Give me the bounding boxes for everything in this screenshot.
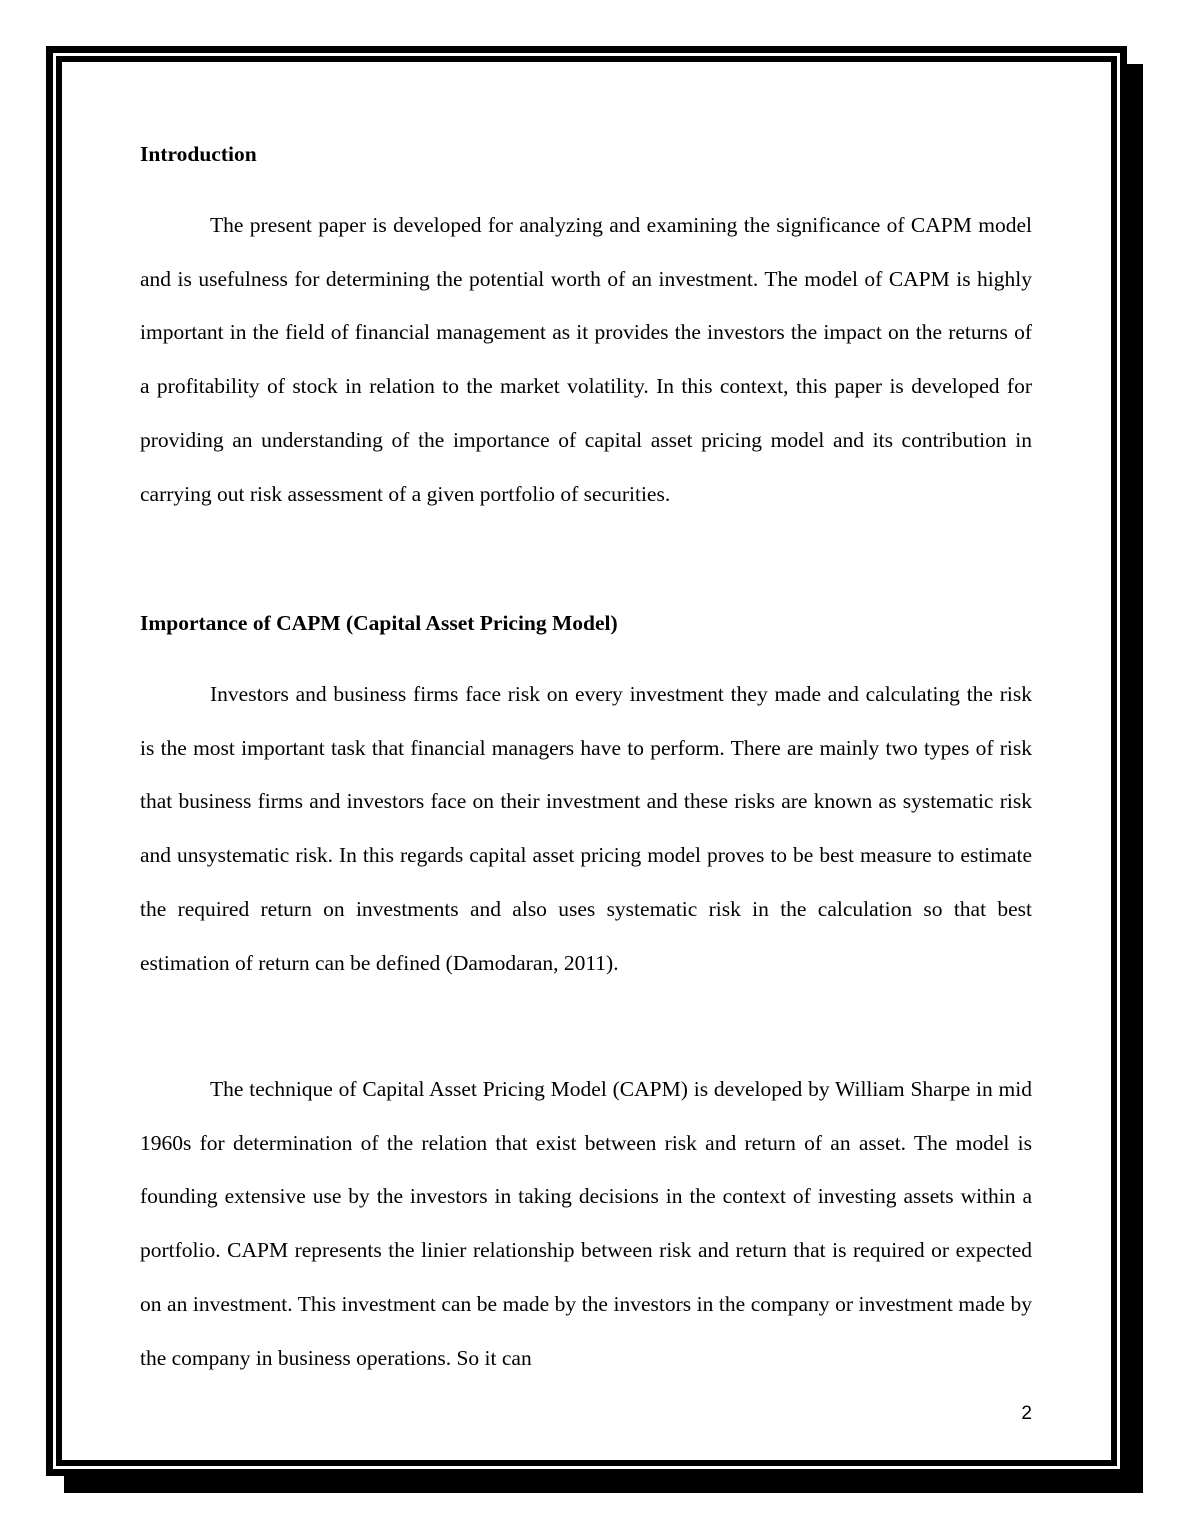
page-number: 2 bbox=[1021, 1403, 1032, 1424]
paragraph-capm-technique: The technique of Capital Asset Pricing Model (CAPM) is developed by William Sharpe in mid 1960s for determination of the relation that exist between risk and return of an asset. The model is founding extensive use by the investors in taking decisions in the context of investing assets within a portfolio. CAPM represents the linier relationship between risk and return that is required or expected on an investment. This investment can be made by the investors in the company or investment made by the company in business operations. So it can bbox=[140, 1077, 1032, 1370]
paragraph-introduction: The present paper is developed for analyzing and examining the significance of CAPM model and is usefulness for determining the potential worth of an investment. The model of CAPM is highly important in the field of financial management as it provides the investors the impact on the returns of a profitability of stock in relation to the market volatility. In this context, this paper is developed for providing an understanding of the importance of capital asset pricing model and its contribution in carrying out risk assessment of a given portfolio of securities. bbox=[140, 213, 1032, 506]
section-heading-introduction: Introduction bbox=[140, 142, 257, 166]
section-heading-importance-of-capm: Importance of CAPM (Capital Asset Pricing Model) bbox=[140, 611, 618, 635]
paragraph-capm-risk: Investors and business firms face risk on every investment they made and calculating the risk is the most important task that financial managers have to perform. There are mainly two types of risk that business firms and investors face on their investment and these risks are known as systematic risk and unsystematic risk. In this regards capital asset pricing model proves to be best measure to estimate the required return on investments and also uses systematic risk in the calculation so that best estimation of return can be defined (Damodaran, 2011). bbox=[140, 682, 1032, 975]
